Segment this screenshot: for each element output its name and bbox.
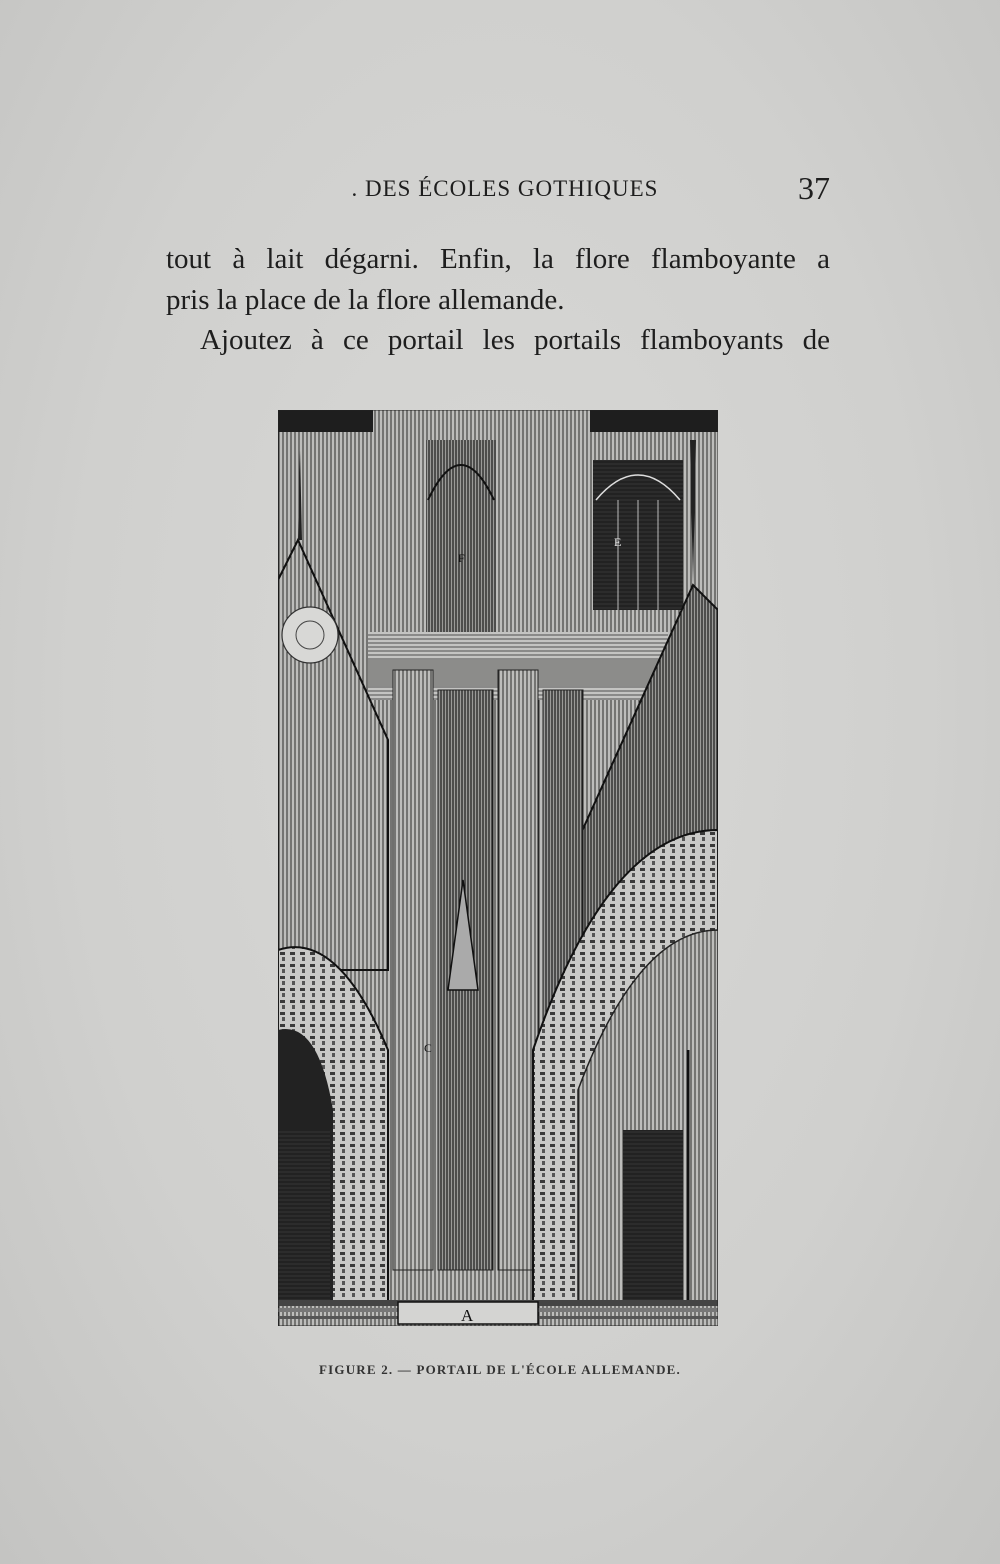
cathedral-portal-engraving bbox=[278, 410, 718, 1326]
label-a: A bbox=[461, 1306, 474, 1325]
upper-window-f bbox=[426, 440, 496, 640]
running-head: . DES ÉCOLES GOTHIQUES bbox=[351, 176, 659, 201]
text-line-2: pris la place de la flore allemande. bbox=[166, 284, 565, 316]
page-number: 37 bbox=[798, 170, 830, 206]
text-line-3: Ajoutez à ce portail les portails flamboyants de bbox=[200, 324, 830, 356]
figure-caption: FIGURE 2. — PORTAIL DE L'ÉCOLE ALLEMANDE. bbox=[319, 1362, 681, 1377]
label-f: F bbox=[458, 551, 465, 565]
label-e: E bbox=[614, 535, 622, 549]
text-line-1: tout à lait dégarni. Enfin, la flore flamboyante a bbox=[166, 243, 830, 275]
label-c: C bbox=[424, 1041, 433, 1055]
upper-window-e bbox=[593, 460, 683, 610]
